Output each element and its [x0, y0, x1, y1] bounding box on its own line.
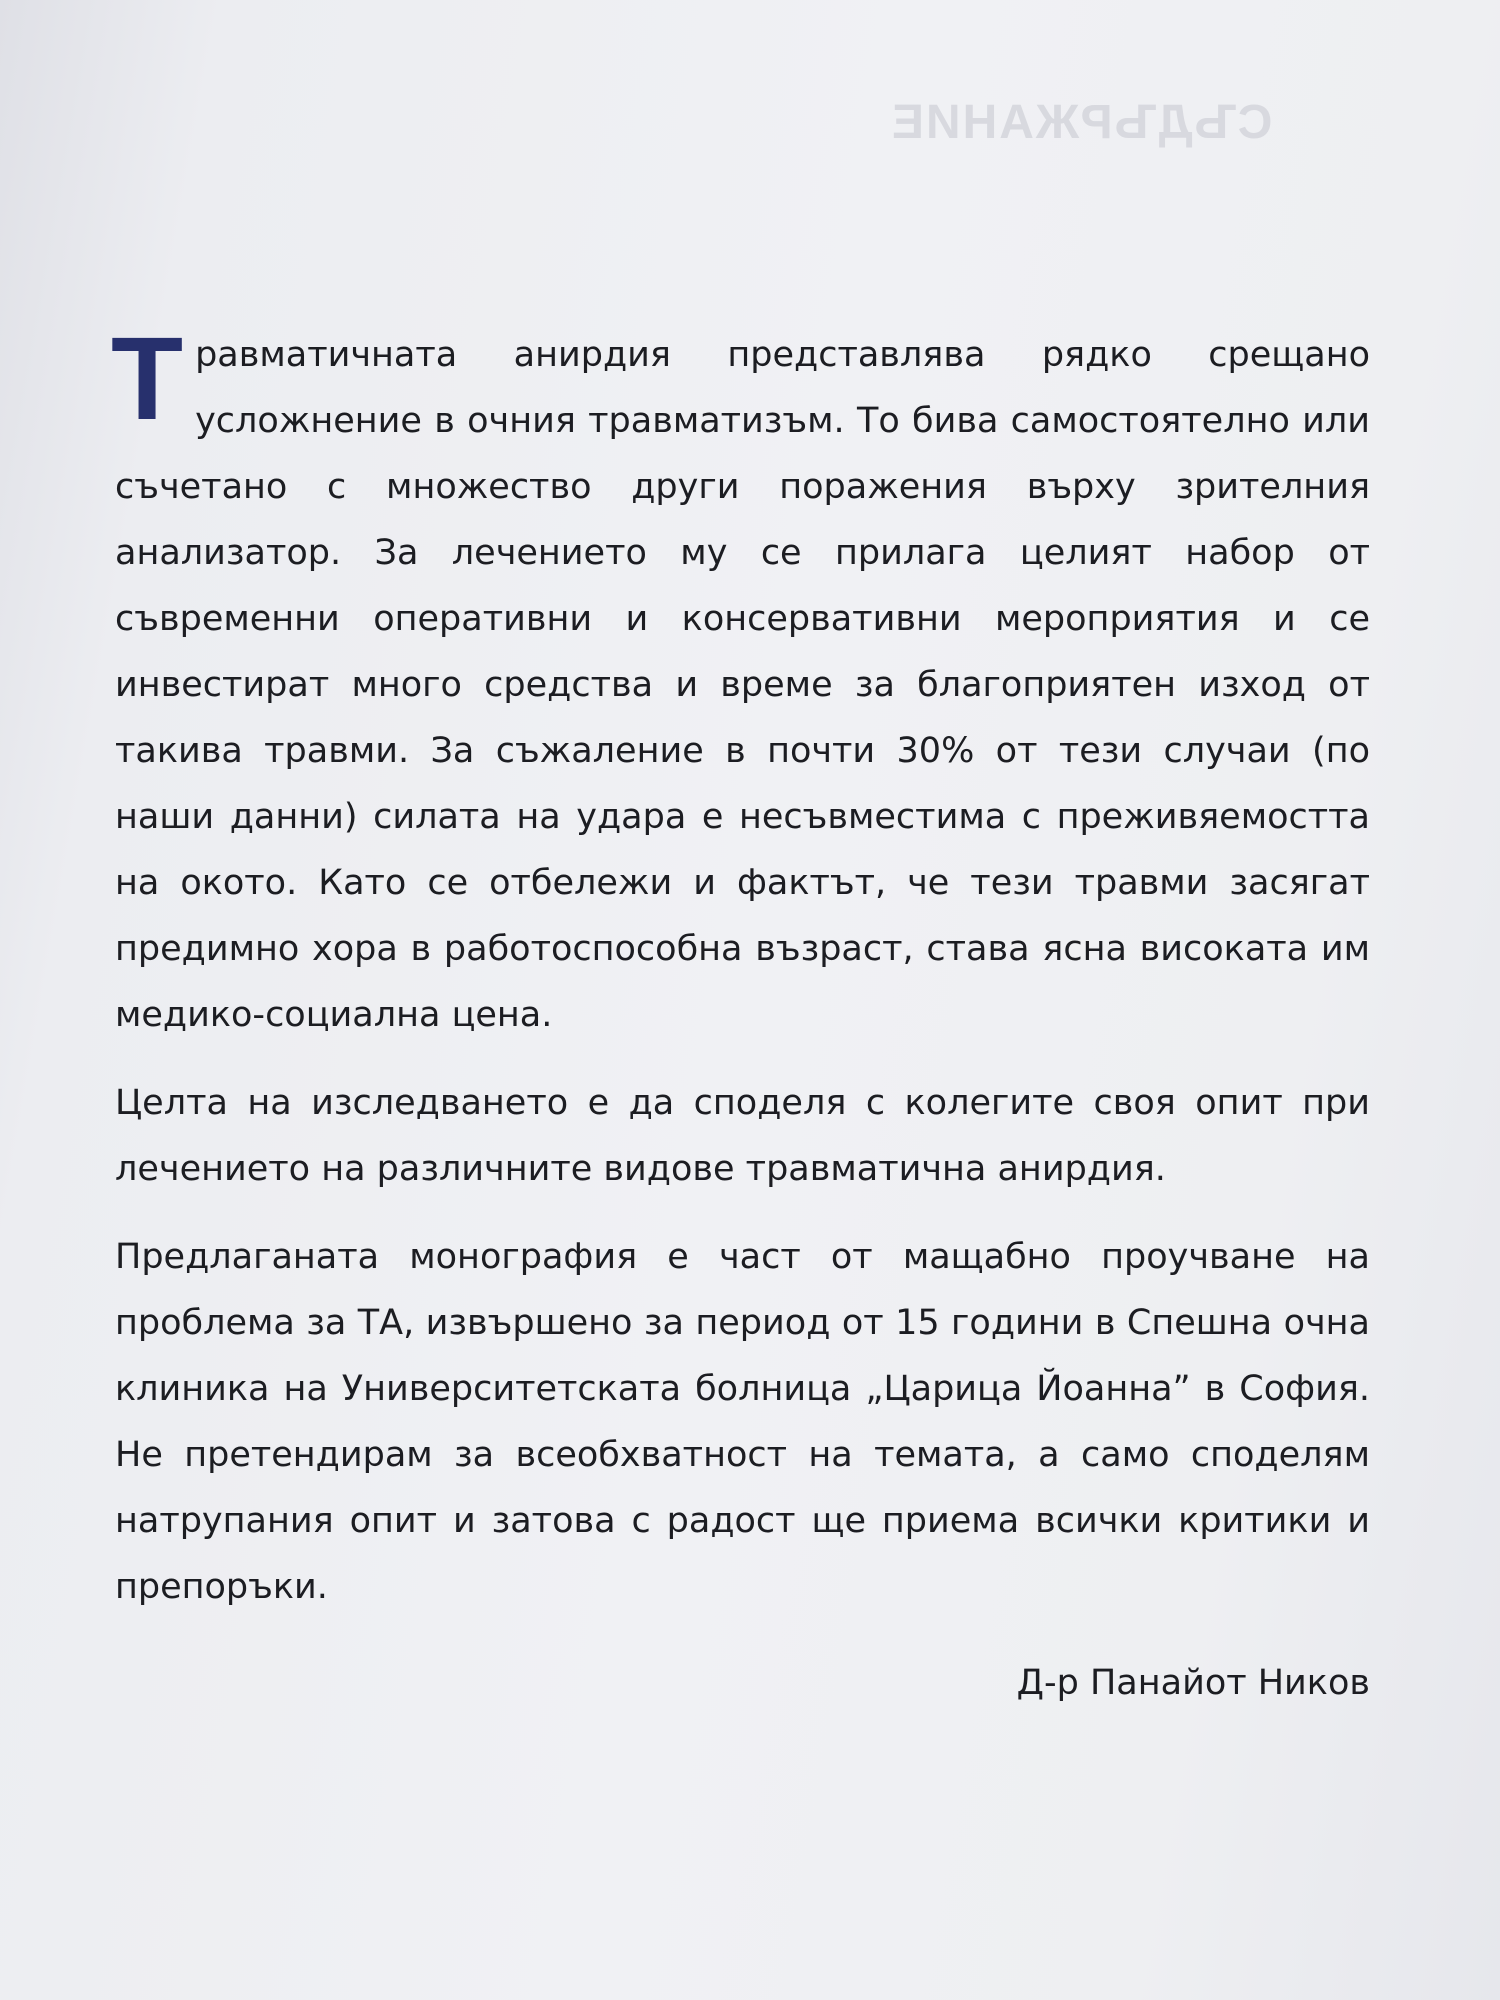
- drop-cap: Т: [111, 313, 184, 445]
- paragraph-2: Целта на изследването е да споделя с колегите своя опит при лечението на различните видове травматична анирдия.: [115, 1083, 1370, 1189]
- paragraph-1-text: равматичната анирдия представлява рядко срещано усложнение в очния травматизъм. То бива самостоятелно или съчетано с множество други поражения върху зрителния анализатор. За лечението му се прилага целият набор от съвременни оперативни и консервативни мероприятия и се инвестират много средства и време за благоприятен изход от такива травми. За съжаление в почти 30% от тези случаи (по наши данни) силата на удара е несъвместима с преживяемостта на окото. Като се отбележи и фактът, че тези травми засягат предимно хора в работоспособна възраст, става ясна високата им медико-социална цена.: [115, 335, 1370, 1035]
- preface-text: [111, 313, 1370, 1716]
- paragraph-1: [111, 313, 1370, 1048]
- author-signature: Д-р Панайот Ников: [1016, 1663, 1370, 1703]
- paragraph-3: Предлаганата монография е част от мащабно проучване на проблема за ТА, извършено за период от 15 години в Спешна очна клиника на Университетската болница „Царица Йоанна” в София. Не претендирам за всеобхватност на темата, а само споделям натрупания опит и затова с радост ще приема всички критики и препоръки.: [115, 1237, 1370, 1607]
- show-through-heading: СЪДЪРЖАНИЕ: [890, 96, 1273, 149]
